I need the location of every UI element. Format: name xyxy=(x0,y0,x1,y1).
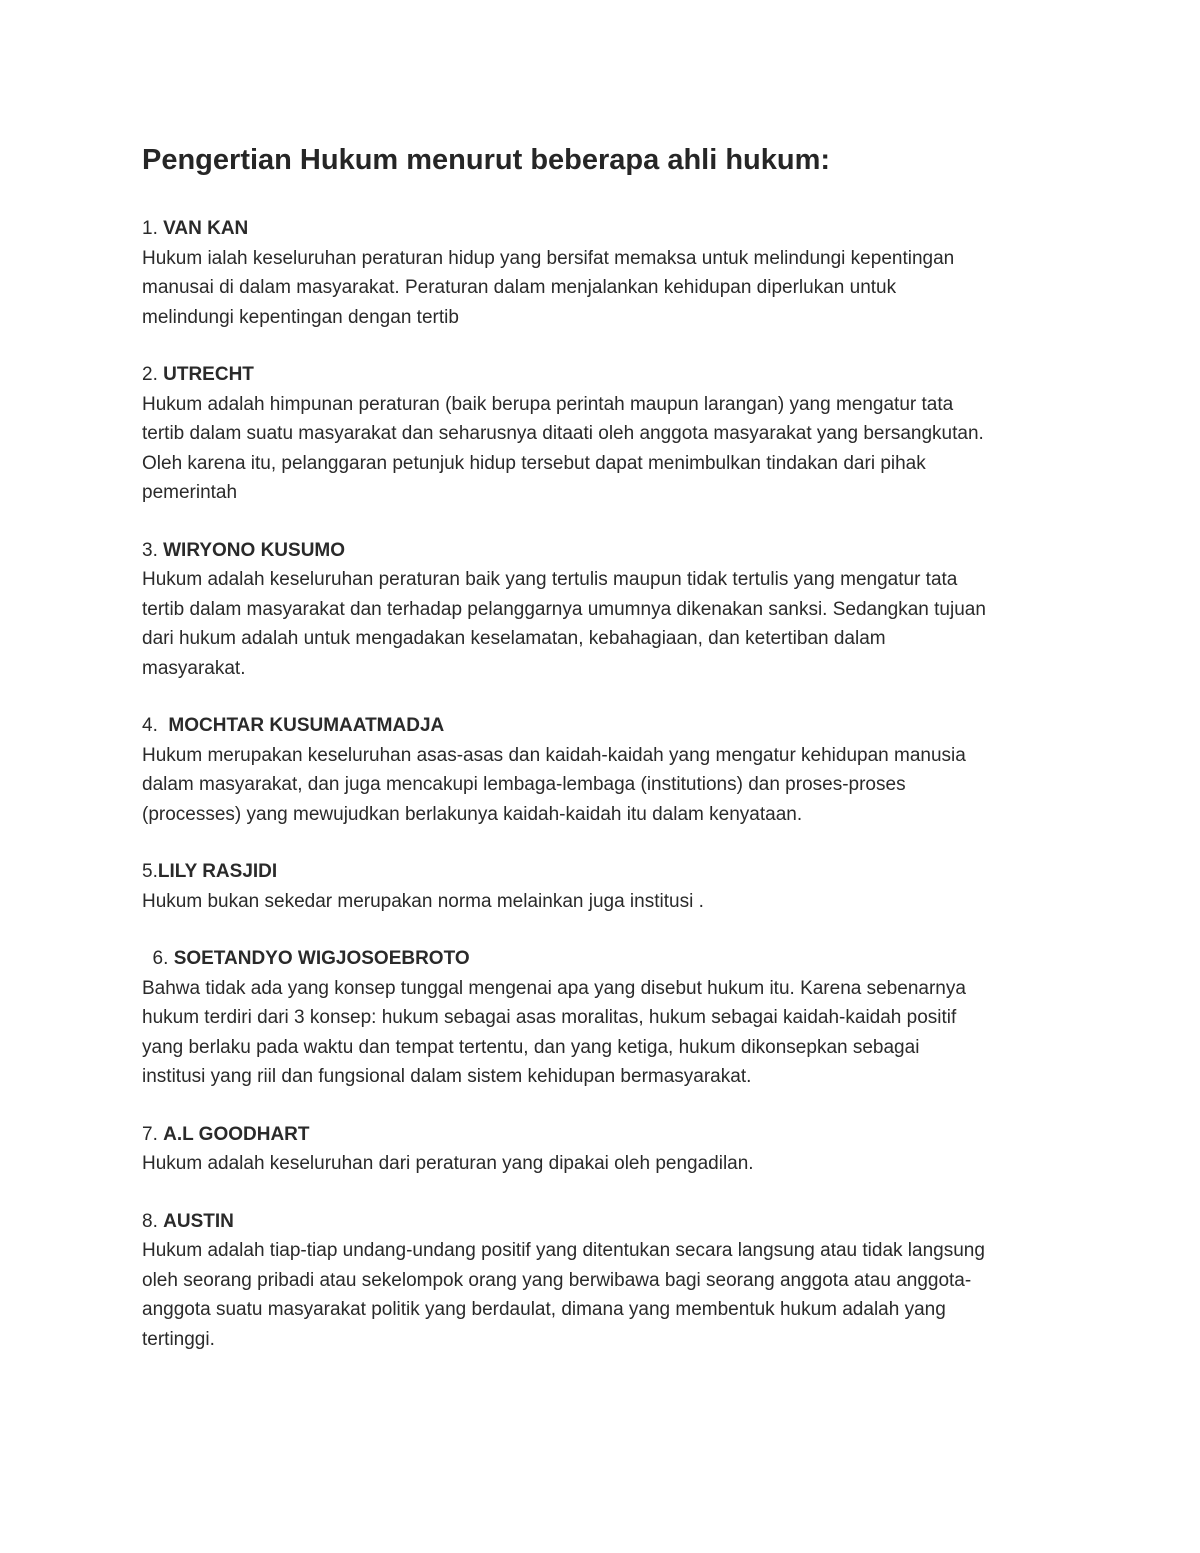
expert-name: MOCHTAR KUSUMAATMADJA xyxy=(168,715,445,736)
document-title: Pengertian Hukum menurut beberapa ahli hukum: xyxy=(142,144,831,176)
entry-number: 3. xyxy=(142,539,164,561)
definition-entry-mochtar-kusumaatmadja xyxy=(142,711,1072,829)
entry-number: 2. xyxy=(142,364,164,385)
entry-number: 4. xyxy=(142,715,169,736)
entry-heading xyxy=(142,214,1072,244)
definition-entry-utrecht xyxy=(142,360,1072,508)
expert-name: WIRYONO KUSUMO xyxy=(163,539,346,561)
definition-entry-austin xyxy=(142,1207,1072,1355)
entry-number: 1. xyxy=(142,218,164,239)
entry-heading xyxy=(142,1120,1072,1150)
document-page xyxy=(142,142,1072,1382)
definition-text: Hukum merupakan keseluruhan asas-asas dan kaidah-kaidah yang mengatur kehidupan manusia dalam masyarakat, dan juga mencakupi lembaga-lembaga (institutions) dan proses-proses (processes) yang mewujudkan berlakunya kaidah-kaidah itu dalam kenyataan. xyxy=(142,744,966,825)
expert-name: UTRECHT xyxy=(163,364,254,385)
entry-heading xyxy=(142,1207,1072,1237)
expert-name: A.L GOODHART xyxy=(163,1123,310,1145)
entry-number: 7. xyxy=(142,1123,164,1145)
definition-text: Hukum adalah keseluruhan dari peraturan yang dipakai oleh pengadilan. xyxy=(142,1153,754,1174)
definition-text: Hukum adalah keseluruhan peraturan baik yang tertulis maupun tidak tertulis yang mengatur tata tertib dalam masyarakat dan terhadap pelanggarnya umumnya dikenakan sanksi. Sedangkan tujuan dari hukum adalah untuk mengadakan keselamatan, kebahagiaan, dan ketertiban dalam masyarakat. xyxy=(142,569,986,679)
expert-name: LILY RASJIDI xyxy=(157,861,278,882)
expert-name: AUSTIN xyxy=(163,1210,234,1232)
entry-number: 6. xyxy=(142,948,174,969)
entry-number: 8. xyxy=(142,1210,164,1232)
expert-name: VAN KAN xyxy=(163,218,249,239)
definition-text: Hukum bukan sekedar merupakan norma melainkan juga institusi . xyxy=(142,890,704,912)
definition-entry-van-kan xyxy=(142,214,1072,332)
definition-text: Hukum adalah tiap-tiap undang-undang positif yang ditentukan secara langsung atau tidak langsung oleh seorang pribadi atau sekelompok orang yang berwibawa bagi seorang anggota atau anggota- anggota suatu masyarakat politik yang berdaulat, dimana yang membentuk hukum adalah yang tertinggi. xyxy=(142,1240,985,1350)
definition-text: Hukum adalah himpunan peraturan (baik berupa perintah maupun larangan) yang mengatur tata tertib dalam suatu masyarakat dan seharusnya ditaati oleh anggota masyarakat yang bersangkutan. Oleh karena itu, pelanggaran petunjuk hidup tersebut dapat menimbulkan tindakan dari pihak pemerintah xyxy=(142,393,984,503)
entry-number: 5. xyxy=(142,861,158,882)
definition-text: Bahwa tidak ada yang konsep tunggal mengenai apa yang disebut hukum itu. Karena sebenarnya hukum terdiri dari 3 konsep: hukum sebagai asas moralitas, hukum sebagai kaidah-kaidah positif yang berlaku pada waktu dan tempat tertentu, dan yang ketiga, hukum dikonsepkan sebagai institusi yang riil dan fungsional dalam sistem kehidupan bermasyarakat. xyxy=(142,977,966,1087)
definition-entry-soetandyo-wigjosoebroto xyxy=(142,944,1072,1092)
entry-heading xyxy=(142,711,1072,741)
definition-entry-lily-rasjidi xyxy=(142,857,1072,916)
entry-heading xyxy=(142,536,1072,566)
expert-name: SOETANDYO WIGJOSOEBROTO xyxy=(173,948,470,969)
entry-heading xyxy=(142,857,1072,887)
entry-heading xyxy=(142,360,1072,390)
definition-entry-wiryono-kusumo xyxy=(142,536,1072,684)
entry-heading xyxy=(142,944,1072,974)
definition-entry-al-goodhart xyxy=(142,1120,1072,1179)
definition-text: Hukum ialah keseluruhan peraturan hidup yang bersifat memaksa untuk melindungi kepentingan manusai di dalam masyarakat. Peraturan dalam menjalankan kehidupan diperlukan untuk melindungi kepentingan dengan tertib xyxy=(142,247,955,328)
